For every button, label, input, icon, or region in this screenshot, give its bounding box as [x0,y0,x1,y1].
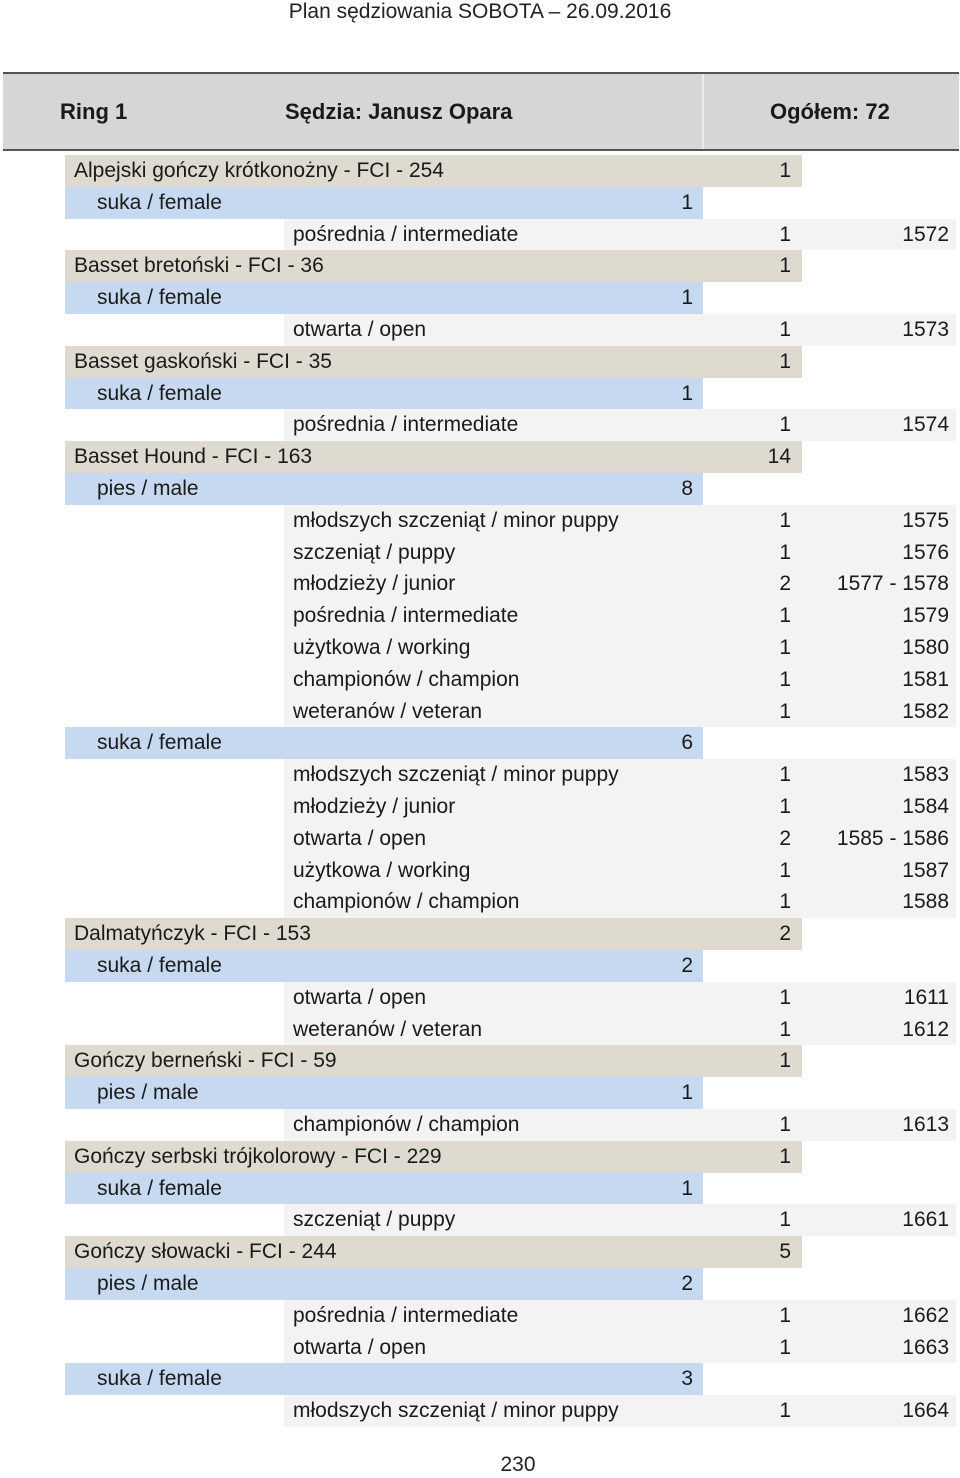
class-row [0,409,960,441]
sex-count: 1 [681,1081,693,1105]
sex-label: pies / male [97,1272,199,1295]
breed-name: Basset bretoński - FCI - 36 [74,254,324,278]
class-count: 1 [779,667,791,691]
sex-label: suka / female [97,954,222,977]
class-label: pośrednia / intermediate [293,1303,519,1327]
sex-row [0,1173,960,1205]
catalog-numbers: 1572 [902,222,949,246]
class-label: pośrednia / intermediate [293,222,519,246]
breed-count: 2 [779,922,791,946]
class-row [0,219,960,251]
class-count: 1 [779,795,791,818]
class-row [0,600,960,632]
class-row [0,886,960,918]
breed-count: 1 [779,254,791,278]
catalog-numbers: 1574 [902,413,949,437]
breed-name: Dalmatyńczyk - FCI - 153 [74,922,311,946]
class-row [0,1332,960,1364]
class-label: otwarta / open [293,1335,427,1359]
ring-total: Ogółem: 72 [770,99,890,124]
class-count: 1 [779,222,791,246]
class-count: 1 [779,1303,791,1327]
class-row [0,632,960,664]
breed-row [0,1045,960,1077]
breed-count: 1 [779,349,791,373]
sex-row [0,282,960,314]
class-count: 1 [779,508,791,532]
class-label: użytkowa / working [293,858,471,882]
breed-row [0,918,960,950]
class-count: 1 [779,699,791,723]
class-count: 2 [779,826,791,850]
breed-count: 1 [779,159,791,182]
catalog-numbers: 1582 [902,699,949,723]
sex-row [0,950,960,982]
class-count: 2 [779,572,791,596]
sex-label: suka / female [97,190,222,214]
sex-count: 1 [681,1176,693,1200]
catalog-numbers: 1664 [902,1399,949,1423]
class-label: szczeniąt / puppy [293,1208,456,1232]
catalog-numbers: 1580 [902,636,949,659]
breed-row [0,1141,960,1173]
class-row [0,982,960,1014]
page-number: 230 [500,1453,536,1476]
sex-count: 6 [681,731,693,755]
class-label: championów / champion [293,890,520,914]
sex-row [0,1077,960,1109]
class-row [0,568,960,600]
class-count: 1 [779,1208,791,1232]
class-label: młodzieży / junior [293,795,456,818]
class-row [0,823,960,855]
class-row [0,1109,960,1141]
sex-label: pies / male [97,1081,199,1105]
class-row [0,1395,960,1427]
catalog-numbers: 1661 [902,1208,949,1232]
catalog-numbers: 1576 [902,540,949,564]
breed-count: 5 [779,1240,791,1264]
catalog-numbers: 1579 [902,604,949,628]
sex-row [0,187,960,219]
sex-count: 1 [681,190,693,214]
catalog-numbers: 1611 [903,985,949,1009]
sex-count: 1 [681,381,693,405]
sex-row [0,378,960,410]
class-label: otwarta / open [293,826,427,850]
catalog-numbers: 1612 [902,1017,949,1041]
class-count: 1 [779,858,791,882]
sex-row [0,1363,960,1395]
class-label: użytkowa / working [293,636,471,659]
sex-label: suka / female [97,381,222,405]
sex-label: suka / female [97,286,222,310]
class-label: młodszych szczeniąt / minor puppy [293,508,619,532]
class-row [0,696,960,728]
catalog-numbers: 1584 [902,795,949,818]
sex-count: 3 [681,1367,693,1391]
breed-count: 1 [779,1144,791,1168]
breed-name: Basset Hound - FCI - 163 [74,445,313,469]
catalog-numbers: 1577 - 1578 [836,572,949,596]
catalog-numbers: 1663 [902,1335,949,1359]
class-count: 1 [779,1017,791,1041]
class-count: 1 [779,1335,791,1359]
class-label: młodzieży / junior [293,572,456,596]
class-row [0,759,960,791]
class-row [0,505,960,537]
class-row [0,664,960,696]
catalog-numbers: 1575 [902,508,949,532]
breed-name: Gończy słowacki - FCI - 244 [74,1240,337,1264]
sex-count: 1 [681,286,693,310]
document-title: Plan sędziowania SOBOTA – 26.09.2016 [288,0,672,23]
class-count: 1 [779,318,791,341]
breed-row [0,1236,960,1268]
breed-row [0,250,960,282]
breed-row [0,441,960,473]
catalog-numbers: 1585 - 1586 [836,826,949,850]
sex-label: suka / female [97,1176,222,1200]
catalog-numbers: 1573 [902,318,949,341]
class-label: szczeniąt / puppy [293,540,456,564]
breed-count: 14 [767,445,791,469]
catalog-numbers: 1588 [902,890,949,914]
breed-row [0,346,960,378]
breed-name: Gończy berneński - FCI - 59 [74,1049,337,1073]
class-label: weteranów / veteran [293,699,483,723]
ring-label: Ring 1 [60,99,128,124]
class-label: pośrednia / intermediate [293,413,519,437]
breed-name: Basset gaskoński - FCI - 35 [74,349,332,373]
catalog-numbers: 1662 [902,1303,949,1327]
catalog-numbers: 1583 [902,763,949,787]
sex-label: suka / female [97,1367,222,1391]
class-count: 1 [779,604,791,628]
class-label: weteranów / veteran [293,1017,483,1041]
class-label: młodszych szczeniąt / minor puppy [293,1399,619,1423]
class-row [0,314,960,346]
breed-name: Gończy serbski trójkolorowy - FCI - 229 [74,1144,442,1168]
class-label: championów / champion [293,667,520,691]
catalog-numbers: 1581 [902,667,949,691]
sex-count: 8 [681,477,693,500]
sex-count: 2 [681,1272,693,1295]
sex-row [0,727,960,759]
breed-name: Alpejski gończy krótkonożny - FCI - 254 [74,159,444,182]
catalog-numbers: 1587 [902,858,949,882]
sex-count: 2 [681,954,693,977]
class-count: 1 [779,890,791,914]
class-row [0,791,960,823]
judge-name: Sędzia: Janusz Opara [285,99,513,124]
class-row [0,537,960,569]
class-label: championów / champion [293,1113,520,1136]
sex-label: suka / female [97,731,222,755]
class-count: 1 [779,985,791,1009]
class-label: pośrednia / intermediate [293,604,519,628]
sex-label: pies / male [97,477,199,500]
class-label: otwarta / open [293,985,427,1009]
class-count: 1 [779,413,791,437]
catalog-numbers: 1613 [902,1113,949,1136]
class-count: 1 [779,540,791,564]
class-count: 1 [779,1399,791,1423]
sex-row [0,1268,960,1300]
class-label: młodszych szczeniąt / minor puppy [293,763,619,787]
class-count: 1 [779,1113,791,1136]
breed-count: 1 [779,1049,791,1073]
class-count: 1 [779,763,791,787]
class-row [0,1300,960,1332]
class-count: 1 [779,636,791,659]
class-label: otwarta / open [293,318,427,341]
breed-row [0,155,960,187]
class-row [0,1014,960,1046]
sex-row [0,473,960,505]
class-row [0,855,960,887]
class-row [0,1204,960,1236]
